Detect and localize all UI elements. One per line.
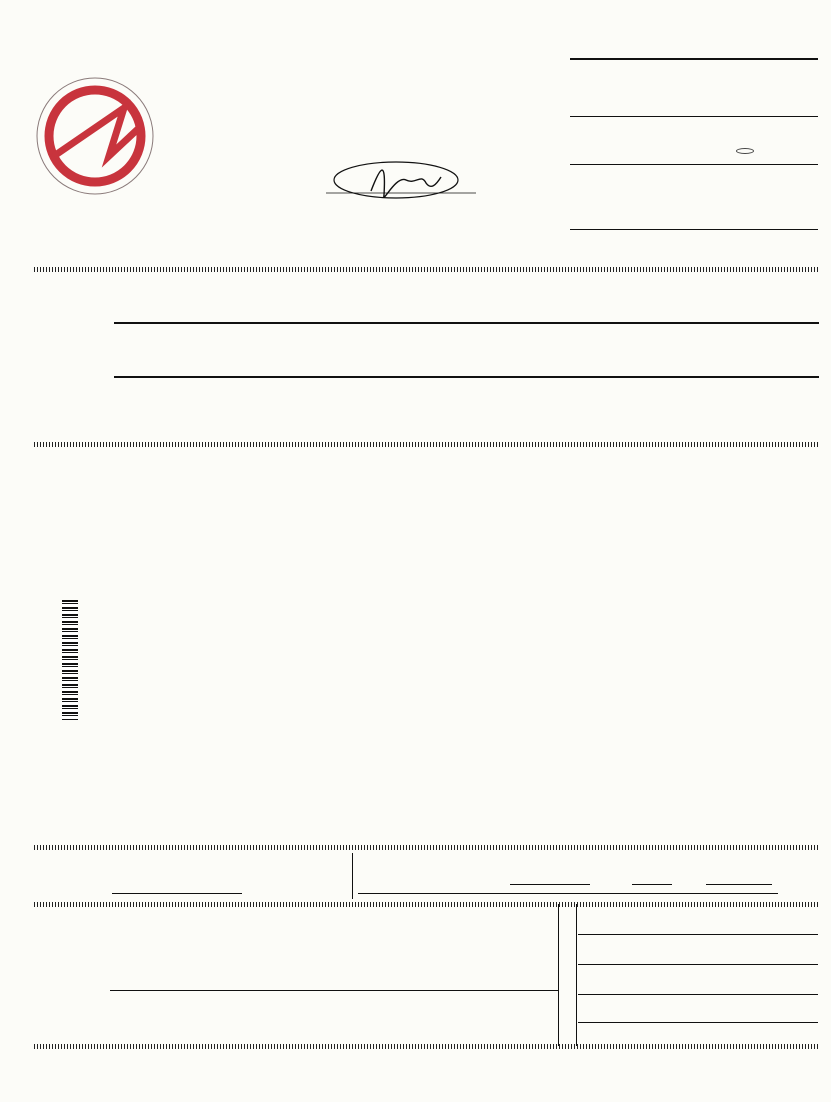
register-signature [326,155,476,215]
pau-label [736,148,754,154]
copyright-office-seal [14,48,176,218]
barcode [62,600,78,720]
